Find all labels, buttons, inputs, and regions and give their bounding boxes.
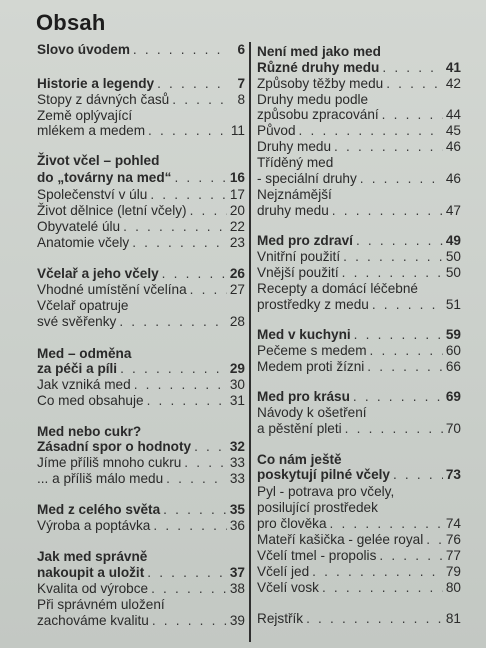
dot-leader	[157, 76, 228, 91]
toc-entry	[257, 187, 461, 202]
toc-entry	[257, 452, 461, 467]
toc-page-number: 46	[445, 139, 461, 154]
toc-page-number: 23	[229, 235, 245, 250]
toc-entry-title: Med pro krásu	[257, 389, 350, 404]
toc-entry	[257, 171, 461, 186]
toc-page-number: 50	[445, 249, 461, 264]
toc-entry-title: Co med obsahuje	[37, 393, 144, 408]
toc-entry-title: poskytují pilné včely	[257, 467, 390, 482]
toc-entry	[37, 187, 245, 202]
toc-page-number: 37	[229, 565, 245, 580]
toc-page-number: 6	[237, 42, 245, 57]
toc-entry	[257, 281, 461, 296]
dot-leader	[190, 203, 227, 218]
toc-entry-title: a pěstění pleti	[257, 421, 342, 436]
toc-entry	[257, 123, 461, 138]
toc-page-number: 60	[445, 343, 461, 358]
toc-page-number: 77	[445, 548, 461, 563]
toc-entry	[37, 123, 245, 138]
toc-page-number: 17	[229, 187, 245, 202]
dot-leader	[153, 518, 227, 533]
toc-entry	[37, 549, 245, 564]
dot-leader	[194, 439, 227, 454]
dot-leader	[356, 233, 443, 248]
toc-entry	[37, 361, 245, 376]
toc-entry-title: Mateří kašička - gelée royal	[257, 532, 424, 547]
toc-entry-title: prostředky z medu	[257, 297, 369, 312]
dot-leader	[166, 471, 227, 486]
toc-page-number: 42	[445, 76, 461, 91]
toc-page-number: 76	[445, 532, 461, 547]
toc-entry-title: Jak vzniká med	[37, 377, 131, 392]
toc-entry-title: posilující prostředek	[257, 500, 378, 515]
dot-leader	[134, 377, 227, 392]
toc-entry-title: způsobu zpracování	[257, 107, 379, 122]
toc-entry	[257, 139, 461, 154]
dot-leader	[382, 107, 443, 122]
page-title: Obsah	[36, 10, 106, 35]
toc-entry-title: Med v kuchyni	[257, 327, 351, 342]
dot-leader	[353, 389, 443, 404]
toc-entry-title: Vhodné umístění včelína	[37, 282, 187, 297]
toc-entry-title: Stopy z dávných časů	[37, 92, 170, 107]
toc-page-number: 70	[445, 421, 461, 436]
dot-leader	[150, 187, 227, 202]
toc-entry	[37, 424, 245, 439]
dot-leader	[367, 359, 443, 374]
toc-entry	[37, 565, 245, 580]
dot-leader	[372, 297, 443, 312]
dot-leader	[132, 235, 227, 250]
dot-leader	[312, 564, 443, 579]
toc-entry	[257, 500, 461, 515]
dot-leader	[342, 265, 443, 280]
toc-entry	[257, 359, 461, 374]
dot-leader	[354, 327, 443, 342]
toc-entry-title: zachováme kvalitu	[37, 613, 149, 628]
toc-entry	[37, 76, 245, 91]
toc-page-number: 36	[229, 518, 245, 533]
toc-page-number: 46	[445, 171, 461, 186]
toc-entry	[257, 467, 461, 482]
toc-page-number: 20	[229, 203, 245, 218]
column-divider	[249, 42, 251, 642]
toc-entry-title: Druhy medu podle	[257, 92, 369, 107]
dot-leader	[332, 203, 443, 218]
toc-entry-title: Tříděný med	[257, 155, 334, 170]
toc-page-number: 33	[229, 455, 245, 470]
toc-page-number: 22	[229, 219, 245, 234]
toc-entry-title: Med – odměna	[37, 346, 132, 361]
dot-leader	[120, 361, 227, 376]
toc-page-number: 49	[445, 233, 461, 248]
toc-entry	[257, 516, 461, 531]
toc-page-number: 79	[445, 564, 461, 579]
toc-page-number: 26	[229, 266, 245, 281]
toc-entry	[37, 42, 245, 57]
toc-entry-title: Rejstřík	[257, 611, 304, 626]
toc-entry-title: Způsoby těžby medu	[257, 76, 384, 91]
toc-entry-title: Včelí jed	[257, 564, 310, 579]
toc-entry	[37, 455, 245, 470]
toc-page-number: 7	[237, 76, 245, 91]
toc-entry	[37, 439, 245, 454]
toc-entry-title: pro člověka	[257, 516, 327, 531]
toc-entry-title: Život včel – pohled	[37, 153, 160, 168]
toc-entry	[257, 233, 461, 248]
toc-entry-title: Zásadní spor o hodnoty	[37, 439, 192, 454]
toc-entry-title: Slovo úvodem	[37, 42, 130, 57]
toc-page-number: 74	[445, 516, 461, 531]
toc-page-number: 16	[229, 170, 245, 185]
toc-entry	[37, 393, 245, 408]
toc-entry-title: Výroba a poptávka	[37, 518, 151, 533]
toc-page-number: 38	[229, 581, 245, 596]
dot-leader	[426, 532, 443, 547]
toc-page-number: 59	[445, 327, 461, 342]
toc-entry-title: Vnitřní použití	[257, 249, 341, 264]
toc-entry	[257, 484, 461, 499]
toc-entry	[37, 377, 245, 392]
toc-entry	[257, 405, 461, 420]
toc-page-number: 32	[229, 439, 245, 454]
toc-entry-title: Historie a legendy	[37, 76, 155, 91]
toc-page-number: 45	[445, 123, 461, 138]
toc-entry	[257, 297, 461, 312]
toc-entry-title: Kvalita od výrobce	[37, 581, 149, 596]
toc-entry	[257, 44, 461, 59]
toc-entry-title: Co nám ještě	[257, 452, 342, 467]
dot-leader	[382, 60, 443, 75]
toc-page-number: 47	[445, 203, 461, 218]
toc-entry	[37, 92, 245, 107]
toc-entry	[257, 60, 461, 75]
toc-entry	[257, 327, 461, 342]
toc-entry-title: - speciální druhy	[257, 171, 357, 186]
toc-page-number: 81	[445, 611, 461, 626]
toc-entry	[257, 265, 461, 280]
toc-page-number: 29	[229, 361, 245, 376]
toc-entry	[37, 314, 245, 329]
toc-entry-title: Země oplývající	[37, 108, 133, 123]
dot-leader	[345, 421, 443, 436]
toc-page-number: 39	[229, 613, 245, 628]
toc-entry	[257, 249, 461, 264]
dot-leader	[133, 42, 228, 57]
toc-entry-title: Včelí tmel - propolis	[257, 548, 377, 563]
toc-entry	[37, 298, 245, 313]
toc-entry-title: Při správném uložení	[37, 597, 165, 612]
toc-page-number: 41	[445, 60, 461, 75]
toc-entry-title: Anatomie včely	[37, 235, 130, 250]
dot-leader	[306, 611, 443, 626]
toc-page-number: 11	[230, 123, 245, 138]
toc-page-number: 8	[237, 92, 245, 107]
toc-entry	[37, 235, 245, 250]
dot-leader	[163, 502, 227, 517]
toc-entry	[37, 502, 245, 517]
toc-entry	[257, 548, 461, 563]
toc-page-number: 73	[445, 467, 461, 482]
toc-page-number: 31	[229, 393, 245, 408]
toc-page-number: 51	[445, 297, 461, 312]
toc-entry	[37, 203, 245, 218]
toc-entry-title: nakoupit a uložit	[37, 565, 145, 580]
dot-leader	[322, 580, 443, 595]
toc-entry	[257, 343, 461, 358]
toc-entry	[37, 518, 245, 533]
toc-entry	[257, 421, 461, 436]
dot-leader	[148, 123, 228, 138]
toc-entry	[257, 580, 461, 595]
toc-page-number: 33	[229, 471, 245, 486]
dot-leader	[152, 613, 227, 628]
dot-leader	[151, 581, 227, 596]
toc-page-number: 50	[445, 265, 461, 280]
dot-leader	[334, 139, 443, 154]
toc-entry	[257, 389, 461, 404]
toc-entry	[37, 471, 245, 486]
dot-leader	[393, 467, 443, 482]
toc-entry-title: Včelař a jeho včely	[37, 266, 159, 281]
dot-leader	[119, 314, 227, 329]
toc-page-number: 80	[445, 580, 461, 595]
dot-leader	[147, 393, 227, 408]
toc-entry-title: Pečeme s medem	[257, 343, 367, 358]
toc-entry	[37, 597, 245, 612]
toc-entry	[257, 92, 461, 107]
toc-entry	[37, 346, 245, 361]
toc-entry	[37, 266, 245, 281]
toc-entry	[257, 564, 461, 579]
dot-leader	[343, 249, 443, 264]
toc-entry-title: Vnější použití	[257, 265, 339, 280]
toc-entry-title: Obyvatelé úlu	[37, 219, 121, 234]
toc-entry-title: do „továrny na med“	[37, 170, 172, 185]
toc-entry	[37, 170, 245, 185]
toc-entry	[257, 107, 461, 122]
toc-entry-title: ... a příliš málo medu	[37, 471, 164, 486]
toc-entry	[257, 76, 461, 91]
toc-entry-title: Včelí vosk	[257, 580, 319, 595]
dot-leader	[172, 92, 228, 107]
toc-entry-title: Různé druhy medu	[257, 60, 380, 75]
toc-entry	[37, 282, 245, 297]
toc-entry-title: Med nebo cukr?	[37, 424, 142, 439]
toc-entry-title: Druhy medu	[257, 139, 332, 154]
toc-entry-title: za péči a píli	[37, 361, 118, 376]
toc-entry-title: Medem proti žízni	[257, 359, 365, 374]
toc-entry-title: Společenství v úlu	[37, 187, 148, 202]
toc-entry-title: Med pro zdraví	[257, 233, 353, 248]
toc-page-number: 30	[229, 377, 245, 392]
toc-entry-title: Recepty a domácí léčebné	[257, 281, 418, 296]
toc-entry	[37, 153, 245, 168]
toc-entry	[257, 532, 461, 547]
toc-page-number: 66	[445, 359, 461, 374]
toc-entry	[257, 611, 461, 626]
dot-leader	[162, 266, 227, 281]
dot-leader	[360, 171, 443, 186]
toc-page-number: 44	[445, 107, 461, 122]
toc-entry	[37, 613, 245, 628]
toc-entry	[37, 219, 245, 234]
toc-page-number: 28	[229, 314, 245, 329]
toc-entry-title: Život dělnice (letní včely)	[37, 203, 187, 218]
toc-entry	[37, 581, 245, 596]
dot-leader	[299, 123, 443, 138]
toc-entry-title: Med z celého světa	[37, 502, 161, 517]
toc-entry-title: Návody k ošetření	[257, 405, 367, 420]
toc-entry	[257, 203, 461, 218]
dot-leader	[330, 516, 443, 531]
toc-entry	[257, 155, 461, 170]
dot-leader	[123, 219, 227, 234]
toc-page-number: 35	[229, 502, 245, 517]
toc-entry-title: druhy medu	[257, 203, 329, 218]
dot-leader	[386, 76, 443, 91]
toc-entry-title: Není med jako med	[257, 44, 381, 59]
toc-entry-title: své svěřenky	[37, 314, 117, 329]
toc-entry-title: Jak med správně	[37, 549, 148, 564]
toc-entry	[37, 108, 245, 123]
toc-entry-title: Původ	[257, 123, 296, 138]
dot-leader	[379, 548, 443, 563]
toc-page-number: 27	[229, 282, 245, 297]
toc-entry-title: Jíme příliš mnoho cukru	[37, 455, 182, 470]
toc-page-number: 69	[445, 389, 461, 404]
dot-leader	[184, 455, 227, 470]
toc-entry-title: Pyl - potrava pro včely,	[257, 484, 395, 499]
dot-leader	[174, 170, 226, 185]
dot-leader	[370, 343, 443, 358]
dot-leader	[147, 565, 227, 580]
dot-leader	[190, 282, 227, 297]
toc-entry-title: mlékem a medem	[37, 123, 146, 138]
toc-entry-title: Včelař opatruje	[37, 298, 129, 313]
toc-entry-title: Nejznámější	[257, 187, 332, 202]
